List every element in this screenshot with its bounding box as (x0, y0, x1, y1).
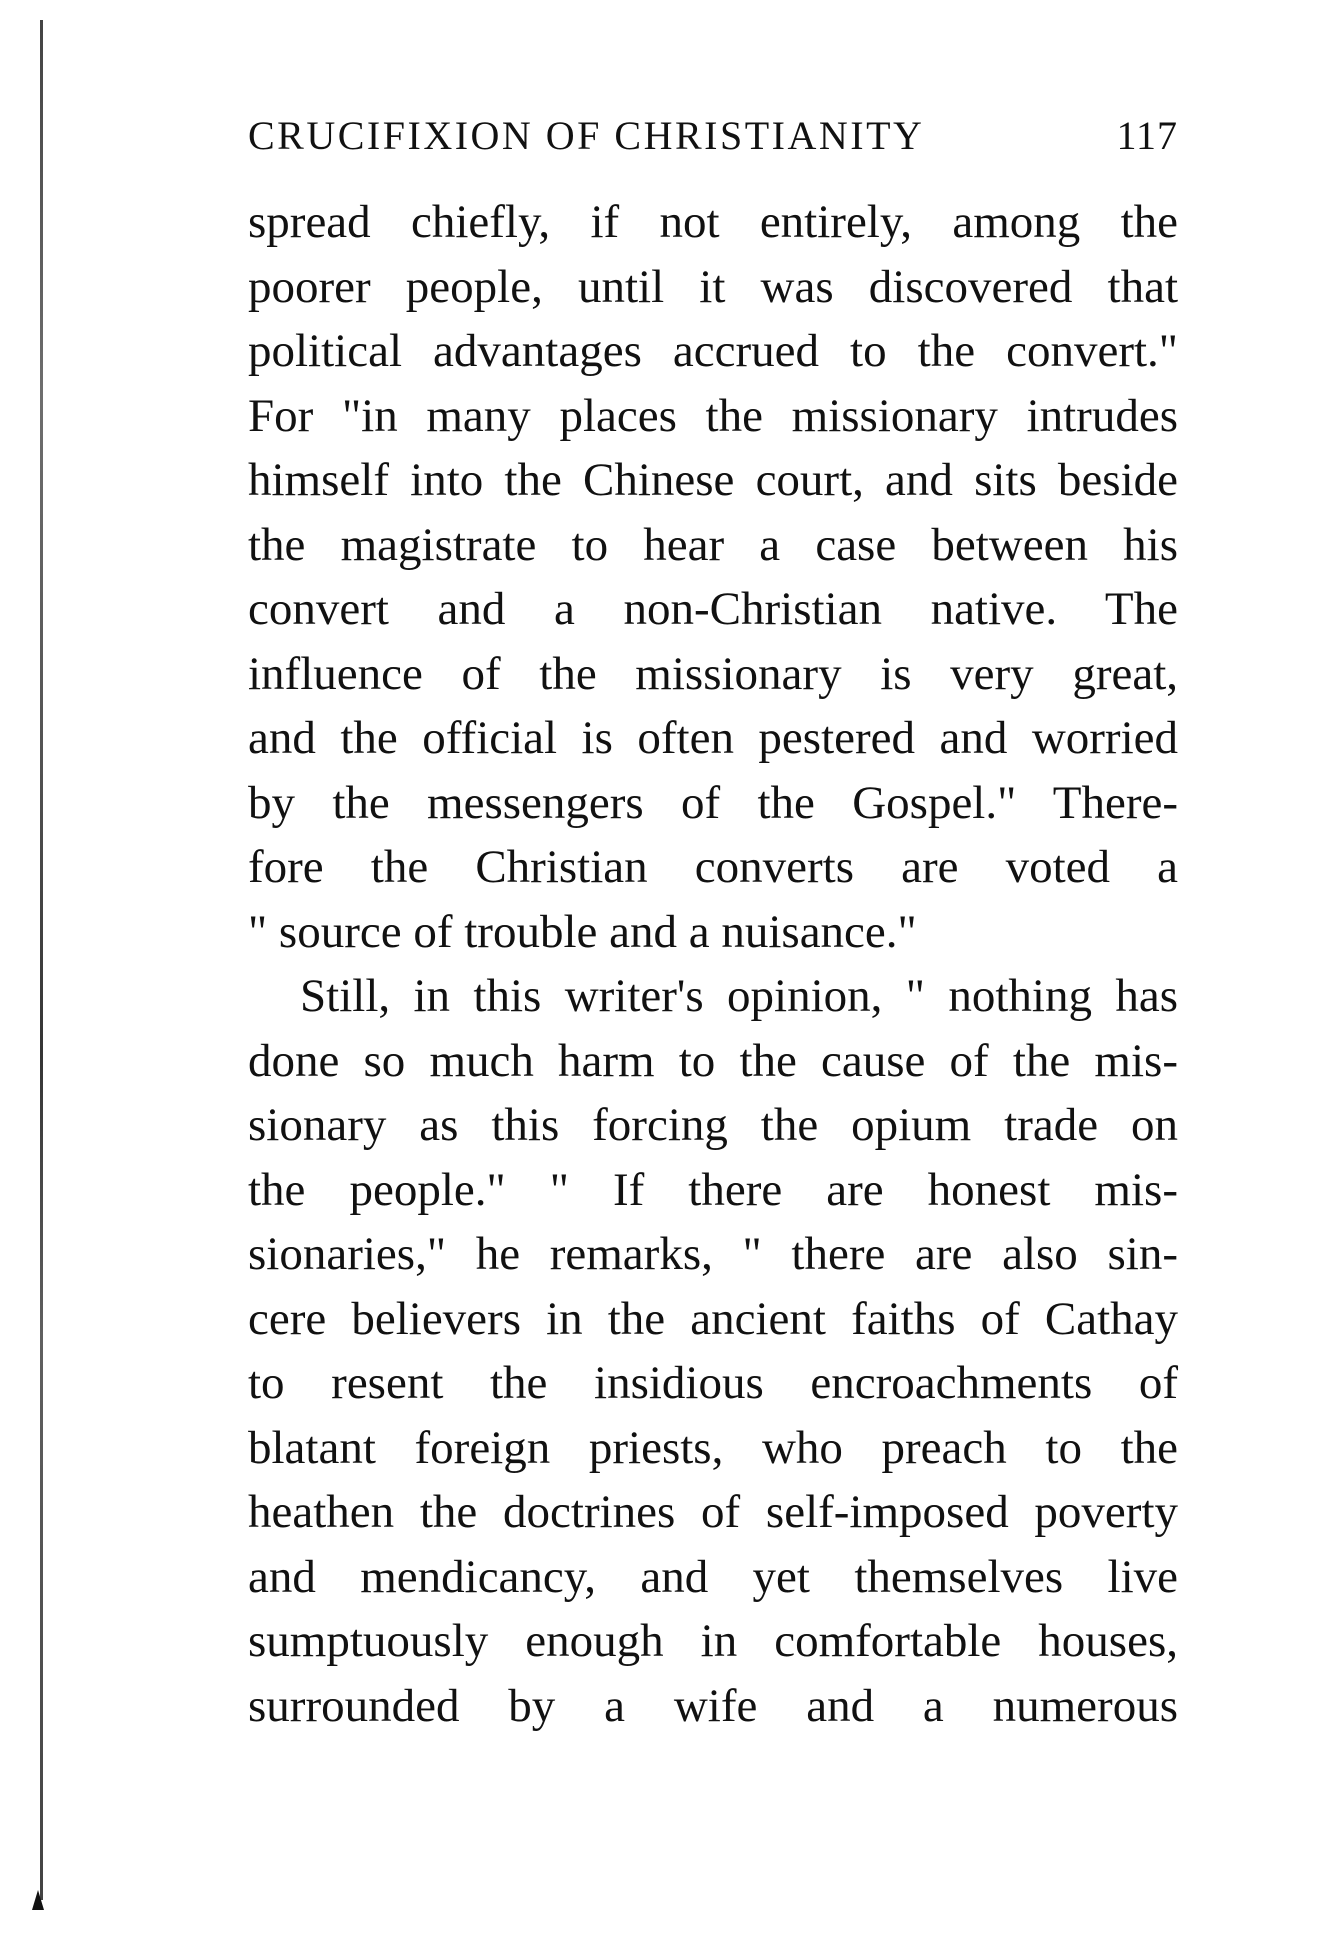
binding-edge (40, 20, 43, 1900)
text-line: done so much harm to the cause of the mis- (248, 1034, 1178, 1087)
paragraph (248, 964, 1178, 1738)
text-line: political advantages accrued to the convert." (248, 325, 1178, 377)
text-line: fore the Christian converts are voted a (248, 841, 1178, 893)
text-line: the magistrate to hear a case between his (248, 518, 1178, 571)
text-line: convert and a non-Christian native. The (248, 583, 1178, 635)
text-line: Still, in this writer's opinion, " nothing has (300, 970, 1178, 1022)
text-line: sionary as this forcing the opium trade on (248, 1099, 1178, 1151)
text-line: influence of the missionary is very great, (248, 647, 1178, 700)
text-line: himself into the Chinese court, and sits beside (248, 454, 1178, 506)
text-line: poorer people, until it was discovered that (248, 260, 1178, 313)
text-line: sumptuously enough in comfortable houses, (248, 1615, 1178, 1667)
text-line: the people." " If there are honest mis- (248, 1163, 1178, 1216)
text-line: heathen the doctrines of self-imposed poverty (248, 1486, 1178, 1538)
text-line: surrounded by a wife and a numerous (248, 1679, 1178, 1732)
binding-mark (32, 1890, 44, 1910)
running-head-title: CRUCIFIXION OF CHRISTIANITY (248, 113, 925, 158)
text-line: to resent the insidious encroachments of (248, 1357, 1178, 1409)
text-line: and mendicancy, and yet themselves live (248, 1550, 1178, 1603)
text-line: blatant foreign priests, who preach to the (248, 1421, 1178, 1474)
text-line: " source of trouble and a nuisance." (248, 905, 917, 958)
text-line: sionaries," he remarks, " there are also sin- (248, 1228, 1178, 1280)
text-line: and the official is often pestered and worried (248, 712, 1178, 764)
text-line: by the messengers of the Gospel." There- (248, 776, 1178, 829)
text-line: For "in many places the missionary intrudes (248, 389, 1178, 442)
text-line: spread chiefly, if not entirely, among the (248, 196, 1178, 248)
body-text (248, 190, 1178, 1738)
running-head (248, 112, 1178, 160)
page-number: 117 (1116, 113, 1178, 158)
paragraph (248, 190, 1178, 964)
text-line: cere believers in the ancient faiths of Cathay (248, 1292, 1178, 1345)
